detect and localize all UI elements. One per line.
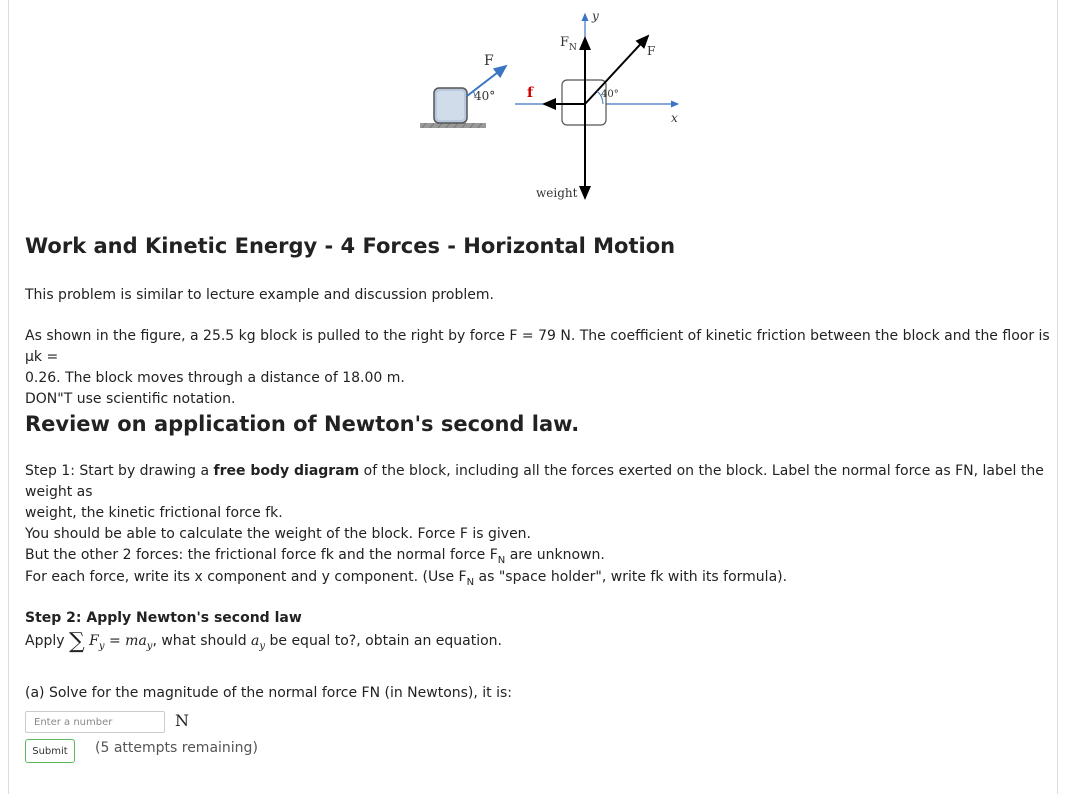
step2-block [25, 608, 1050, 657]
attempts-remaining: (5 attempts remaining) [95, 740, 258, 756]
part-a-question: (a) Solve for the magnitude of the normal force FN (in Newtons), it is: [25, 685, 513, 701]
normal-force-label: $F_N$ [560, 35, 577, 53]
weight-label: weight [536, 186, 578, 200]
block-angle-label: 40° [474, 89, 496, 103]
step2-heading: Step 2: Apply Newton's second law [25, 610, 302, 626]
step1-text: Step 1: Start by drawing a free body diagram of the block, including all the forces exerted on the block. Label the normal force as FN, label the weight as weight, the kinetic frictional force fk. You should be able to calculate the weight of the block. Force F is given. But the other 2 forces: the frictional force fk and the normal force $F_N$ are unknown. [25, 463, 1044, 566]
unit-label: N [175, 711, 189, 730]
fbd-force-label: F [647, 44, 656, 58]
step2-equation: Apply ∑ $F_y = ma_y$, what should $a_y$ be equal to?, obtain an equation. [25, 629, 502, 654]
submit-button[interactable]: Submit [25, 739, 75, 763]
fbd-angle-label: 40° [601, 89, 619, 100]
page-title: Work and Kinetic Energy - 4 Forces - Horizontal Motion [25, 234, 676, 258]
y-axis-label: y [592, 9, 599, 23]
answer-input[interactable] [25, 711, 165, 733]
components-text: For each force, write its x component and y component. (Use $F_N$ as "space holder", write fk with its formula). [25, 569, 788, 588]
block-force-label: F [484, 53, 494, 69]
friction-label: f [527, 85, 534, 101]
problem-statement: As shown in the figure, a 25.5 kg block is pulled to the right by force F = 79 N. The coefficient of kinetic friction between the block and the floor is μk = 0.26. The block moves through a distance of 18.00 m. DON"T use scientific notation. [25, 328, 1050, 407]
review-heading: Review on application of Newton's second law. [25, 412, 580, 436]
force-diagram-figure [400, 0, 700, 210]
intro-text: This problem is similar to lecture example and discussion problem. [25, 287, 494, 303]
x-axis-label: x [671, 111, 678, 125]
